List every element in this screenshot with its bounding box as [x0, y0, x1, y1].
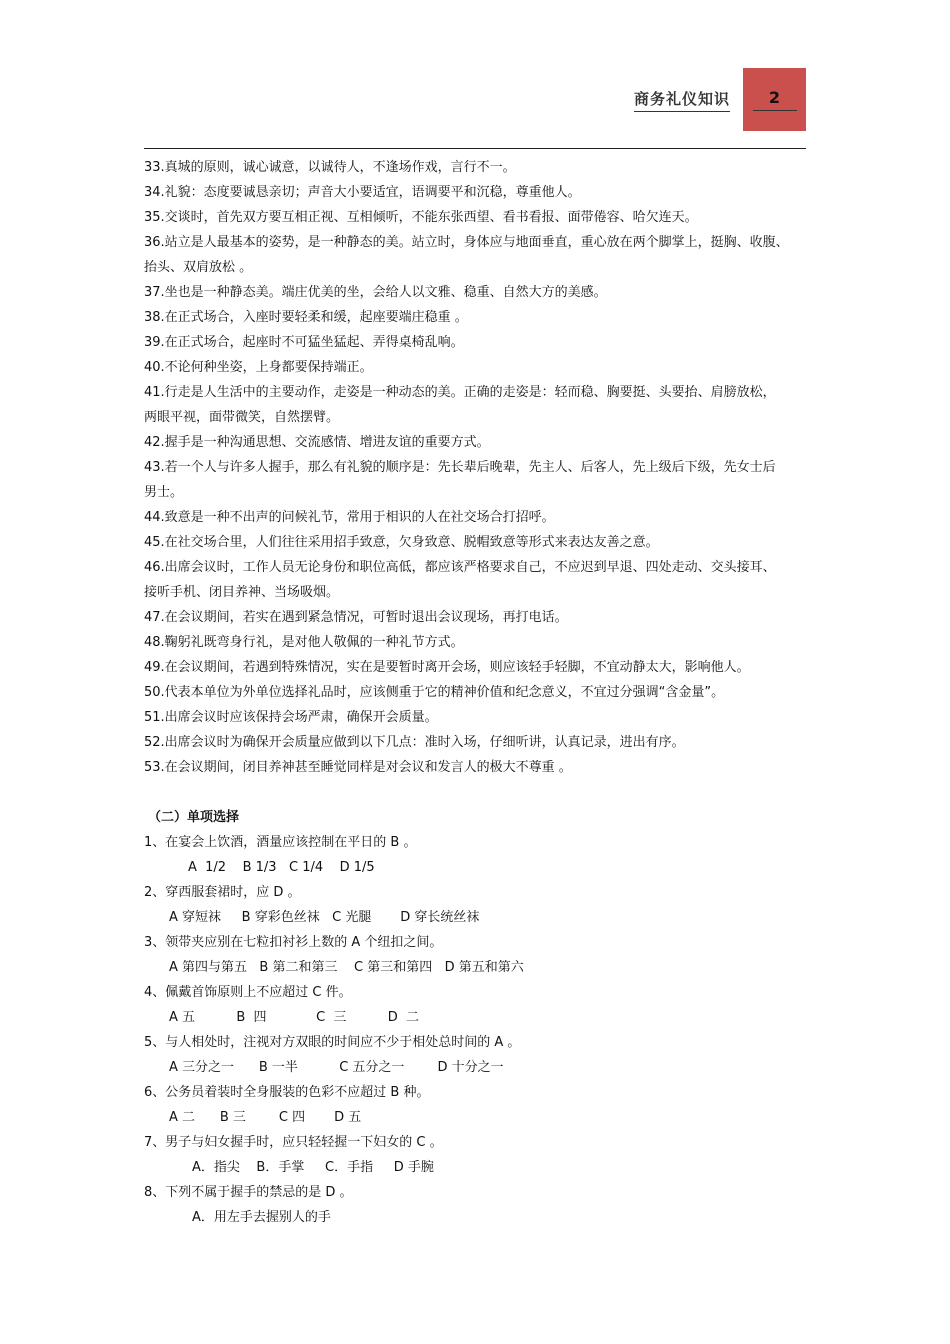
question-options: A．用左手去握别人的手	[192, 1210, 331, 1225]
question-text: 1、在宴会上饮酒，酒量应该控制在平日的 B 。	[144, 835, 417, 850]
question-text: 2、穿西服套裙时，应 D 。	[144, 885, 301, 900]
point-line: 39.在正式场合，起座时不可猛坐猛起、弄得桌椅乱响。	[144, 335, 464, 350]
point-line: 43.若一个人与许多人握手，那么有礼貌的顺序是：先长辈后晚辈，先主人、后客人，先上级后下级，先女士后	[144, 460, 776, 475]
question-options: A 穿短袜 B 穿彩色丝袜 C 光腿 D 穿长统丝袜	[169, 910, 480, 925]
point-line: 52.出席会议时为确保开会质量应做到以下几点：准时入场，仔细听讲，认真记录，进出有序。	[144, 735, 685, 750]
point-line: 抬头、双肩放松 。	[144, 260, 253, 275]
point-line: 37.坐也是一种静态美。端庄优美的坐，会给人以文雅、稳重、自然大方的美感。	[144, 285, 607, 300]
header-divider	[144, 148, 806, 149]
page-number: 2	[768, 88, 781, 107]
point-line: 50.代表本单位为外单位选择礼品时，应该侧重于它的精神价值和纪念意义，不宜过分强调“含金量”。	[144, 685, 725, 700]
point-line: 35.交谈时，首先双方要互相正视、互相倾听，不能东张西望、看书看报、面带倦容、哈欠连天。	[144, 210, 698, 225]
point-line: 53.在会议期间，闭目养神甚至睡觉同样是对会议和发言人的极大不尊重 。	[144, 760, 572, 775]
question-options: A．指尖 B．手掌 C．手指 D 手腕	[192, 1160, 434, 1175]
point-line: 44.致意是一种不出声的问候礼节，常用于相识的人在社交场合打招呼。	[144, 510, 555, 525]
section-spacer	[144, 780, 814, 805]
page-number-box	[743, 68, 806, 131]
point-line: 38.在正式场合，入座时要轻柔和缓，起座要端庄稳重 。	[144, 310, 468, 325]
point-line: 51.出席会议时应该保持会场严肃，确保开会质量。	[144, 710, 438, 725]
question-options: A 二 B 三 C 四 D 五	[169, 1110, 362, 1125]
point-line: 42.握手是一种沟通思想、交流感情、增进友谊的重要方式。	[144, 435, 490, 450]
point-line: 40.不论何种坐姿，上身都要保持端正。	[144, 360, 373, 375]
question-options: A 五 B 四 C 三 D 二	[169, 1010, 420, 1025]
point-line: 46.出席会议时，工作人员无论身份和职位高低，都应该严格要求自己，不应迟到早退、四处走动、交头接耳、	[144, 560, 776, 575]
question-text: 4、佩戴首饰原则上不应超过 C 件。	[144, 985, 352, 1000]
question-options: A 三分之一 B 一半 C 五分之一 D 十分之一	[169, 1060, 504, 1075]
question-text: 8、下列不属于握手的禁忌的是 D 。	[144, 1185, 353, 1200]
point-line: 48.鞠躬礼既弯身行礼，是对他人敬佩的一种礼节方式。	[144, 635, 464, 650]
point-line: 接听手机、闭目养神、当场吸烟。	[144, 585, 340, 600]
point-line: 49.在会议期间，若遇到特殊情况，实在是要暂时离开会场，则应该轻手轻脚，不宜动静太大，影响他人。	[144, 660, 750, 675]
page-number-underline	[753, 110, 797, 111]
header-title: 商务礼仪知识	[634, 88, 730, 112]
question-text: 6、公务员着装时全身服装的色彩不应超过 B 种。	[144, 1085, 430, 1100]
document-body	[144, 155, 814, 1230]
point-line: 两眼平视，面带微笑，自然摆臂。	[144, 410, 340, 425]
question-text: 7、男子与妇女握手时，应只轻轻握一下妇女的 C 。	[144, 1135, 443, 1150]
point-line: 45.在社交场合里，人们往往采用招手致意，欠身致意、脱帽致意等形式来表达友善之意。	[144, 535, 659, 550]
point-line: 47.在会议期间，若实在遇到紧急情况，可暂时退出会议现场，再打电话。	[144, 610, 568, 625]
point-line: 男士。	[144, 485, 184, 500]
point-line: 41.行走是人生活中的主要动作，走姿是一种动态的美。正确的走姿是：轻而稳、胸要挺、头要抬、肩膀放松，	[144, 385, 776, 400]
question-options: A 1/2 B 1/3 C 1/4 D 1/5	[188, 860, 375, 875]
point-line: 34.礼貌：态度要诚恳亲切；声音大小要适宜，语调要平和沉稳，尊重他人。	[144, 185, 581, 200]
section-title: （二）单项选择	[148, 810, 240, 825]
question-options: A 第四与第五 B 第二和第三 C 第三和第四 D 第五和第六	[169, 960, 524, 975]
point-line: 33.真城的原则，诚心诚意，以诚待人，不逢场作戏，言行不一。	[144, 160, 516, 175]
question-text: 5、与人相处时，注视对方双眼的时间应不少于相处总时间的 A 。	[144, 1035, 521, 1050]
point-line: 36.站立是人最基本的姿势，是一种静态的美。站立时，身体应与地面垂直，重心放在两个脚掌上，挺胸、收腹、	[144, 235, 789, 250]
question-text: 3、领带夹应别在七粒扣衬衫上数的 A 个纽扣之间。	[144, 935, 443, 950]
